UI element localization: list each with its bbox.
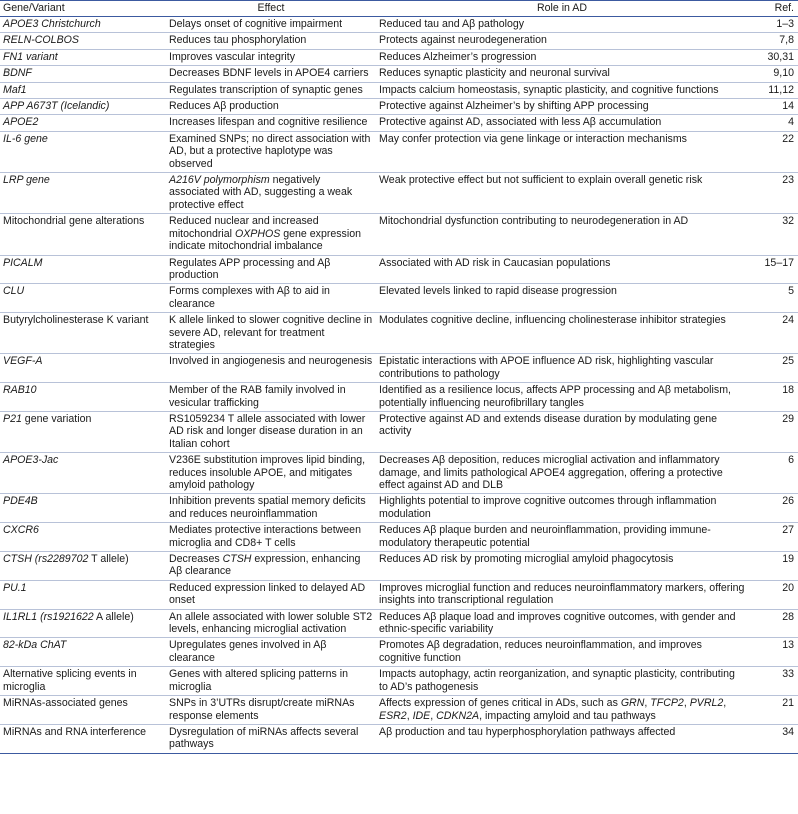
effect-cell (166, 411, 376, 452)
role-in-ad-cell (376, 214, 748, 255)
role-in-ad-cell (376, 99, 748, 115)
gene-variant-cell (0, 214, 166, 255)
role-in-ad-cell (376, 173, 748, 214)
effect-cell (166, 131, 376, 172)
table-row (0, 354, 798, 383)
effect-text: Decreases BDNF levels in APOE4 carriers (169, 67, 369, 80)
effect-cell (166, 609, 376, 638)
effect-text: Regulates transcription of synaptic genes (169, 83, 363, 96)
table-header (0, 1, 798, 17)
role-in-ad-cell (376, 66, 748, 82)
effect-cell (166, 17, 376, 33)
role-in-ad-text: Reduces AD risk by promoting microglial amyloid phagocytosis (379, 553, 674, 566)
gene-variant-text: P21 (3, 412, 22, 425)
effect-text: Increases lifespan and cognitive resilience (169, 116, 368, 129)
role-in-ad-cell (376, 255, 748, 284)
role-in-ad-text: IDE (412, 709, 431, 722)
effect-text: Member of the RAB family involved in vesicular trafficking (169, 384, 346, 409)
gene-variant-text: IL1RL1 (rs1921622 (3, 610, 94, 623)
effect-cell (166, 115, 376, 131)
effect-text: CTSH (222, 553, 252, 566)
role-in-ad-cell (376, 284, 748, 313)
effect-cell (166, 552, 376, 581)
ref-cell: 13 (748, 638, 798, 667)
gene-variant-cell (0, 255, 166, 284)
header-row (0, 1, 798, 17)
table-body (0, 17, 798, 754)
role-in-ad-text: Promotes Aβ degradation, reduces neuroinflammation, and improves cognitive function (379, 639, 702, 664)
ref-cell: 34 (748, 724, 798, 753)
gene-variant-text: Maf1 (3, 83, 27, 96)
effect-cell (166, 523, 376, 552)
role-in-ad-text: Modulates cognitive decline, influencing cholinesterase inhibitor strategies (379, 314, 726, 327)
ref-cell: 11,12 (748, 82, 798, 98)
role-in-ad-text: ESR2 (379, 709, 407, 722)
header-role-in-ad: Role in AD (376, 1, 748, 17)
effect-cell (166, 453, 376, 494)
ref-cell: 22 (748, 131, 798, 172)
role-in-ad-cell (376, 638, 748, 667)
table-row (0, 580, 798, 609)
ref-cell: 32 (748, 214, 798, 255)
effect-text: An allele associated with lower soluble ST2 levels, enhancing microglial activation (169, 610, 373, 636)
ref-cell: 20 (748, 580, 798, 609)
effect-text: Inhibition prevents spatial memory deficits and reduces neuroinflammation (169, 495, 366, 520)
gene-variant-cell (0, 354, 166, 383)
role-in-ad-text: Weak protective effect but not sufficient to explain overall genetic risk (379, 174, 703, 187)
effect-text: Involved in angiogenesis and neurogenesis (169, 355, 373, 368)
role-in-ad-text: , (406, 709, 413, 722)
gene-variant-text: MiRNAs and RNA interference (3, 725, 147, 738)
effect-cell (166, 354, 376, 383)
role-in-ad-text: Improves microglial function and reduces neuroinflammatory markers, offering insights into transcriptional regulation (379, 581, 745, 607)
effect-text: expression, enhancing Aβ clearance (169, 553, 361, 578)
header-effect: Effect (166, 1, 376, 17)
table-row (0, 383, 798, 412)
role-in-ad-cell (376, 609, 748, 638)
gene-variant-cell (0, 523, 166, 552)
table-row (0, 638, 798, 667)
table-row (0, 115, 798, 131)
gene-variant-cell (0, 99, 166, 115)
role-in-ad-text: Mitochondrial dysfunction contributing to neurodegeneration in AD (379, 215, 689, 228)
effect-cell (166, 66, 376, 82)
effect-cell (166, 173, 376, 214)
gene-variant-cell (0, 33, 166, 49)
gene-variant-cell (0, 638, 166, 667)
role-in-ad-text: Reduces Aβ plaque load and improves cognitive outcomes, with gender and ethnic-specific variability (379, 610, 736, 636)
effect-text: SNPs in 3’UTRs disrupt/create miRNAs response elements (169, 697, 355, 722)
role-in-ad-text: Aβ production and tau hyperphosphorylation pathways affected (379, 725, 676, 738)
table-row (0, 173, 798, 214)
effect-cell (166, 494, 376, 523)
effect-cell (166, 667, 376, 696)
gene-variant-text: CTSH (rs2289702 (3, 553, 89, 566)
ref-cell: 14 (748, 99, 798, 115)
role-in-ad-text: Impacts autophagy, actin reorganization, and synaptic plasticity, contributing to AD’s pathogenesis (379, 668, 735, 693)
effect-cell (166, 724, 376, 753)
role-in-ad-text: Protective against AD and extends disease duration by modulating gene activity (379, 412, 718, 438)
table-row (0, 724, 798, 753)
gene-variant-text: PICALM (3, 256, 43, 269)
gene-variant-cell (0, 383, 166, 412)
effect-text: OXPHOS (234, 227, 281, 240)
gene-variant-text: APOE3-Jac (3, 454, 59, 467)
table-row (0, 99, 798, 115)
gene-variant-cell (0, 49, 166, 65)
role-in-ad-cell (376, 494, 748, 523)
role-in-ad-text: Reduces Alzheimer’s progression (379, 50, 537, 63)
gene-variant-text: CXCR6 (3, 524, 39, 537)
table-row (0, 313, 798, 354)
gene-variant-text: 82-kDa ChAT (3, 639, 67, 652)
role-in-ad-text: , (430, 709, 437, 722)
gene-variant-cell (0, 453, 166, 494)
effect-text: Reduced nuclear and increased mitochondrial (169, 215, 319, 240)
gene-variant-text: IL-6 gene (3, 132, 48, 145)
gene-variant-cell (0, 82, 166, 98)
gene-variant-cell (0, 284, 166, 313)
ref-cell: 19 (748, 552, 798, 581)
table-row (0, 214, 798, 255)
table-row (0, 411, 798, 452)
role-in-ad-text: Protects against neurodegeneration (379, 34, 547, 47)
ref-cell: 23 (748, 173, 798, 214)
role-in-ad-cell (376, 383, 748, 412)
role-in-ad-text: Elevated levels linked to rapid disease progression (379, 285, 617, 298)
role-in-ad-text: , impacting amyloid and tau pathways (479, 709, 656, 722)
table-row (0, 49, 798, 65)
gene-variant-text: BDNF (3, 67, 32, 80)
gene-variant-cell (0, 17, 166, 33)
gene-variant-text: Butyrylcholinesterase K variant (3, 314, 149, 327)
gene-variant-text: PU.1 (3, 581, 27, 594)
role-in-ad-text: , (723, 697, 727, 710)
ref-cell: 1–3 (748, 17, 798, 33)
ref-cell: 15–17 (748, 255, 798, 284)
role-in-ad-text: CDKN2A (436, 709, 480, 722)
role-in-ad-text: , (644, 697, 651, 710)
gene-variant-cell (0, 494, 166, 523)
table-row (0, 523, 798, 552)
gene-variant-cell (0, 115, 166, 131)
gene-variant-text: VEGF-A (3, 355, 43, 368)
effect-text: Dysregulation of miRNAs affects several pathways (169, 725, 359, 751)
effect-text: Mediates protective interactions between microglia and CD8+ T cells (169, 524, 361, 549)
role-in-ad-text: Decreases Aβ deposition, reduces microglial activation and inflammatory damage, and limits pathological APOE4 aggregation, offering a protective effect against AD and DLB (379, 454, 723, 491)
effect-text: negatively associated with AD, suggesting a weak protective effect (169, 174, 353, 211)
table-row (0, 33, 798, 49)
effect-text: Upregulates genes involved in Aβ clearance (169, 639, 327, 664)
role-in-ad-cell (376, 49, 748, 65)
table-row (0, 494, 798, 523)
header-gene-variant: Gene/Variant (0, 1, 166, 17)
ref-cell: 18 (748, 383, 798, 412)
gene-variant-cell (0, 696, 166, 725)
gene-variant-text: LRP gene (3, 174, 50, 187)
effect-cell (166, 33, 376, 49)
table-row (0, 255, 798, 284)
ref-cell: 24 (748, 313, 798, 354)
gene-variant-text: Alternative splicing events in microglia (3, 668, 137, 693)
role-in-ad-text: Reduces Aβ plaque burden and neuroinflammation, providing immune-modulatory therapeutic potential (379, 524, 711, 549)
header-ref: Ref. (748, 1, 798, 17)
effect-text: Reduces Aβ production (169, 100, 279, 113)
role-in-ad-text: PVRL2 (689, 697, 724, 710)
role-in-ad-text: Reduced tau and Aβ pathology (379, 18, 525, 30)
role-in-ad-cell (376, 313, 748, 354)
ref-cell: 30,31 (748, 49, 798, 65)
gene-variant-cell (0, 667, 166, 696)
role-in-ad-text: Identified as a resilience locus, affects APP processing and Aβ metabolism, potentially influencing neurofibrillary tangles (379, 384, 731, 409)
effect-text: Decreases (169, 553, 223, 566)
role-in-ad-cell (376, 411, 748, 452)
effect-text: V236E substitution improves lipid binding, reduces insoluble APOE, and mitigates amyloid pathology (169, 454, 366, 491)
effect-cell (166, 255, 376, 284)
role-in-ad-text: Protective against Alzheimer’s by shifting APP processing (379, 100, 649, 113)
role-in-ad-text: Reduces synaptic plasticity and neuronal survival (379, 67, 610, 80)
effect-text: Genes with altered splicing patterns in microglia (169, 668, 349, 693)
table-row (0, 552, 798, 581)
ref-cell: 21 (748, 696, 798, 725)
effect-cell (166, 99, 376, 115)
role-in-ad-cell (376, 724, 748, 753)
table-row (0, 82, 798, 98)
role-in-ad-cell (376, 33, 748, 49)
effect-text: Reduced expression linked to delayed AD onset (169, 581, 366, 607)
gene-variant-text: T allele) (88, 553, 129, 566)
effect-text: Delays onset of cognitive impairment (169, 18, 343, 30)
ref-cell: 29 (748, 411, 798, 452)
role-in-ad-cell (376, 131, 748, 172)
table-row (0, 696, 798, 725)
gene-variant-cell (0, 131, 166, 172)
effect-text: RS1059234 T allele associated with lower AD risk and longer disease duration in an Italian cohort (169, 412, 366, 450)
ref-cell: 28 (748, 609, 798, 638)
effect-text: gene expression indicate mitochondrial imbalance (169, 227, 361, 253)
ref-cell: 25 (748, 354, 798, 383)
gene-variant-cell (0, 313, 166, 354)
role-in-ad-cell (376, 354, 748, 383)
gene-variant-text: RAB10 (3, 384, 37, 397)
gene-variant-text: MiRNAs-associated genes (3, 697, 128, 710)
ref-cell: 9,10 (748, 66, 798, 82)
gene-variant-text: Mitochondrial gene alterations (3, 215, 145, 228)
effect-cell (166, 214, 376, 255)
table-row (0, 453, 798, 494)
effect-cell (166, 696, 376, 725)
table-row (0, 17, 798, 33)
ref-cell: 33 (748, 667, 798, 696)
ref-cell: 26 (748, 494, 798, 523)
table-row (0, 131, 798, 172)
role-in-ad-cell (376, 82, 748, 98)
gene-variant-cell (0, 411, 166, 452)
gene-variant-cell (0, 580, 166, 609)
gene-variant-text: CLU (3, 285, 25, 298)
ref-cell: 27 (748, 523, 798, 552)
effect-cell (166, 284, 376, 313)
role-in-ad-cell (376, 580, 748, 609)
effect-text: K allele linked to slower cognitive decline in severe AD, relevant for treatment strategies (169, 314, 373, 351)
table-row (0, 609, 798, 638)
gene-variant-text: PDE4B (3, 495, 38, 508)
role-in-ad-cell (376, 453, 748, 494)
ref-cell: 5 (748, 284, 798, 313)
gene-variant-cell (0, 552, 166, 581)
gene-variant-text: APP A673T (Icelandic) (3, 100, 110, 113)
role-in-ad-text: Highlights potential to improve cognitive outcomes through inflammation modulation (379, 495, 717, 520)
role-in-ad-cell (376, 696, 748, 725)
role-in-ad-cell (376, 17, 748, 33)
effect-text: Improves vascular integrity (169, 50, 295, 63)
role-in-ad-text: Protective against AD, associated with less Aβ accumulation (379, 116, 662, 129)
gene-variant-text: APOE2 (3, 116, 39, 129)
ref-cell: 4 (748, 115, 798, 131)
effect-cell (166, 580, 376, 609)
role-in-ad-cell (376, 115, 748, 131)
table-row (0, 667, 798, 696)
effect-text: A216V polymorphism (169, 174, 270, 187)
ref-cell: 7,8 (748, 33, 798, 49)
gene-variant-cell (0, 66, 166, 82)
table-row (0, 284, 798, 313)
effect-cell (166, 638, 376, 667)
role-in-ad-text: Affects expression of genes critical in ADs, such as (379, 697, 621, 710)
role-in-ad-text: Associated with AD risk in Caucasian populations (379, 256, 611, 269)
gene-variant-text: APOE3 Christchurch (3, 18, 101, 30)
gene-variant-text: A allele) (93, 610, 134, 623)
effect-text: Regulates APP processing and Aβ production (169, 256, 331, 281)
role-in-ad-cell (376, 667, 748, 696)
role-in-ad-text: TFCP2 (650, 697, 684, 710)
role-in-ad-text: Impacts calcium homeostasis, synaptic plasticity, and cognitive functions (379, 83, 719, 96)
role-in-ad-cell (376, 552, 748, 581)
ref-cell: 6 (748, 453, 798, 494)
gene-variant-cell (0, 173, 166, 214)
effect-cell (166, 49, 376, 65)
gene-variant-cell (0, 724, 166, 753)
gene-variant-text: RELN-COLBOS (3, 34, 79, 47)
effect-text: Examined SNPs; no direct association with AD, but a protective haplotype was observed (169, 132, 371, 170)
effect-text: Reduces tau phosphorylation (169, 34, 307, 47)
role-in-ad-text: May confer protection via gene linkage or interaction mechanisms (379, 132, 687, 145)
gene-variant-text: gene variation (21, 412, 92, 425)
effect-cell (166, 82, 376, 98)
table-row (0, 66, 798, 82)
gene-variant-text: FN1 variant (3, 50, 58, 63)
role-in-ad-text: Epistatic interactions with APOE influence AD risk, highlighting vascular contributions to pathology (379, 355, 714, 380)
effect-cell (166, 383, 376, 412)
role-in-ad-text: GRN (620, 697, 645, 710)
effect-text: Forms complexes with Aβ to aid in clearance (169, 285, 330, 310)
gene-variant-cell (0, 609, 166, 638)
role-in-ad-cell (376, 523, 748, 552)
role-in-ad-text: , (683, 697, 690, 710)
effect-cell (166, 313, 376, 354)
